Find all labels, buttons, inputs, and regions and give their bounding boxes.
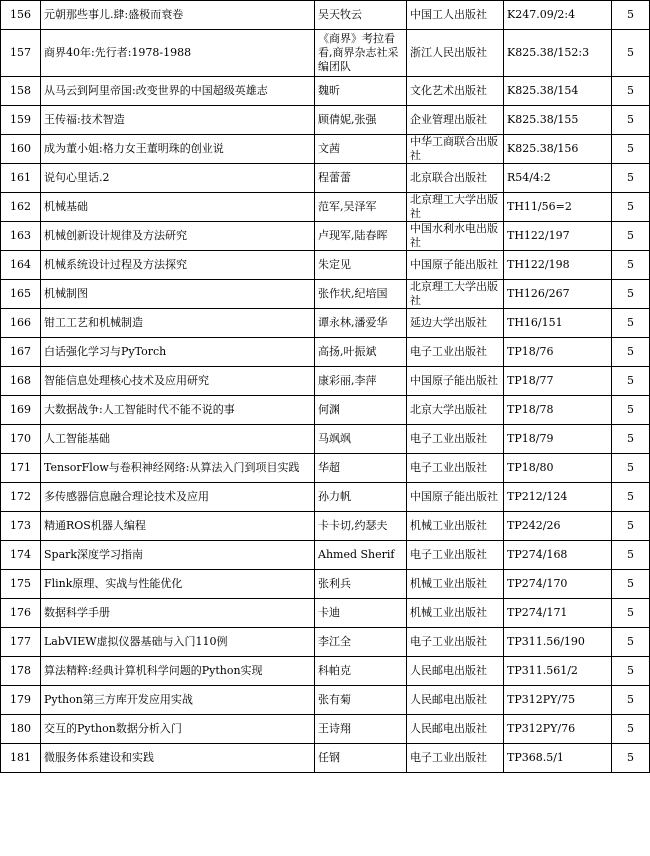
row-number: 171 [1,454,41,483]
row-number: 172 [1,483,41,512]
book-title: Spark深度学习指南 [41,541,315,570]
row-number: 160 [1,135,41,164]
book-publisher: 电子工业出版社 [407,541,504,570]
book-title: LabVIEW虚拟仪器基础与入门110例 [41,628,315,657]
row-number: 179 [1,686,41,715]
copy-count: 5 [612,570,650,599]
book-publisher: 机械工业出版社 [407,512,504,541]
table-row [1,454,650,483]
book-title: 机械制图 [41,280,315,309]
book-title: 多传感器信息融合理论技术及应用 [41,483,315,512]
call-number: K825.38/155 [504,106,612,135]
copy-count: 5 [612,280,650,309]
book-title: 元朝那些事儿.肆:盛极而衰卷 [41,1,315,30]
table-row [1,396,650,425]
book-publisher: 北京大学出版社 [407,396,504,425]
row-number: 164 [1,251,41,280]
book-author: 吴天牧云 [315,1,407,30]
book-author: 张有菊 [315,686,407,715]
table-row [1,715,650,744]
table-row [1,367,650,396]
copy-count: 5 [612,686,650,715]
table-row [1,657,650,686]
table-row [1,106,650,135]
book-author: 张利兵 [315,570,407,599]
copy-count: 5 [612,251,650,280]
table-row [1,280,650,309]
book-publisher: 北京理工大学出版社 [407,280,504,309]
row-number: 181 [1,744,41,773]
book-publisher: 电子工业出版社 [407,628,504,657]
row-number: 167 [1,338,41,367]
row-number: 174 [1,541,41,570]
book-author: Ahmed Sherif [315,541,407,570]
book-title: 机械创新设计规律及方法研究 [41,222,315,251]
table-row [1,251,650,280]
row-number: 178 [1,657,41,686]
call-number: TH11/56=2 [504,193,612,222]
book-author: 卡迪 [315,599,407,628]
call-number: TH16/151 [504,309,612,338]
call-number: TP312PY/75 [504,686,612,715]
row-number: 175 [1,570,41,599]
call-number: TP274/168 [504,541,612,570]
call-number: K825.38/154 [504,77,612,106]
call-number: TP18/78 [504,396,612,425]
book-title: 智能信息处理核心技术及应用研究 [41,367,315,396]
book-author: 朱定见 [315,251,407,280]
copy-count: 5 [612,512,650,541]
copy-count: 5 [612,628,650,657]
row-number: 156 [1,1,41,30]
book-publisher: 电子工业出版社 [407,744,504,773]
call-number: TH126/267 [504,280,612,309]
call-number: TP312PY/76 [504,715,612,744]
book-title: 商界40年:先行者:1978-1988 [41,30,315,77]
book-title: 说句心里话.2 [41,164,315,193]
book-publisher: 人民邮电出版社 [407,715,504,744]
table-row [1,628,650,657]
book-author: 王诗翔 [315,715,407,744]
row-number: 158 [1,77,41,106]
book-title: Python第三方库开发应用实战 [41,686,315,715]
book-publisher: 电子工业出版社 [407,338,504,367]
call-number: TH122/198 [504,251,612,280]
book-title: 钳工工艺和机械制造 [41,309,315,338]
table-row [1,686,650,715]
row-number: 170 [1,425,41,454]
book-title: 数据科学手册 [41,599,315,628]
call-number: TP18/77 [504,367,612,396]
row-number: 166 [1,309,41,338]
book-author: 魏昕 [315,77,407,106]
table-row [1,425,650,454]
call-number: TP18/79 [504,425,612,454]
copy-count: 5 [612,715,650,744]
row-number: 173 [1,512,41,541]
book-title: 从马云到阿里帝国:改变世界的中国超级英雄志 [41,77,315,106]
copy-count: 5 [612,454,650,483]
call-number: R54/4:2 [504,164,612,193]
book-publisher: 北京联合出版社 [407,164,504,193]
call-number: TP368.5/1 [504,744,612,773]
book-publisher: 中华工商联合出版社 [407,135,504,164]
book-author: 文茜 [315,135,407,164]
book-publisher: 延边大学出版社 [407,309,504,338]
book-title: 精通ROS机器人编程 [41,512,315,541]
row-number: 176 [1,599,41,628]
table-row [1,570,650,599]
book-publisher: 机械工业出版社 [407,599,504,628]
table-row [1,483,650,512]
table-row [1,77,650,106]
table-row [1,599,650,628]
table-row [1,744,650,773]
book-publisher: 中国工人出版社 [407,1,504,30]
row-number: 180 [1,715,41,744]
book-title: 机械系统设计过程及方法探究 [41,251,315,280]
book-publisher: 机械工业出版社 [407,570,504,599]
row-number: 168 [1,367,41,396]
copy-count: 5 [612,396,650,425]
row-number: 159 [1,106,41,135]
book-author: 科帕克 [315,657,407,686]
book-author: 范军,吴泽军 [315,193,407,222]
table-row [1,309,650,338]
copy-count: 5 [612,135,650,164]
table-row [1,135,650,164]
row-number: 162 [1,193,41,222]
book-title: 白话强化学习与PyTorch [41,338,315,367]
call-number: K247.09/2:4 [504,1,612,30]
copy-count: 5 [612,193,650,222]
copy-count: 5 [612,483,650,512]
book-list-body [1,1,650,773]
table-row [1,193,650,222]
table-row [1,1,650,30]
book-author: 顾倩妮,张强 [315,106,407,135]
copy-count: 5 [612,309,650,338]
row-number: 169 [1,396,41,425]
book-author: 《商界》考拉看看,商界杂志社采编团队 [315,30,407,77]
copy-count: 5 [612,106,650,135]
book-publisher: 北京理工大学出版社 [407,193,504,222]
row-number: 165 [1,280,41,309]
copy-count: 5 [612,1,650,30]
book-author: 张作状,纪培国 [315,280,407,309]
book-publisher: 中国原子能出版社 [407,483,504,512]
book-author: 康彩丽,李萍 [315,367,407,396]
book-author: 任钢 [315,744,407,773]
book-title: 人工智能基础 [41,425,315,454]
table-row [1,512,650,541]
call-number: TP18/76 [504,338,612,367]
call-number: TP311.561/2 [504,657,612,686]
book-author: 马飒飒 [315,425,407,454]
book-author: 程蕾蕾 [315,164,407,193]
copy-count: 5 [612,222,650,251]
row-number: 157 [1,30,41,77]
book-title: 大数据战争:人工智能时代不能不说的事 [41,396,315,425]
row-number: 177 [1,628,41,657]
call-number: K825.38/152:3 [504,30,612,77]
book-publisher: 中国原子能出版社 [407,251,504,280]
book-title: 成为董小姐:格力女王董明珠的创业说 [41,135,315,164]
call-number: TP18/80 [504,454,612,483]
book-title: Flink原理、实战与性能优化 [41,570,315,599]
copy-count: 5 [612,599,650,628]
book-title: 王传福:技术智造 [41,106,315,135]
call-number: TP212/124 [504,483,612,512]
book-title: 算法精粹:经典计算机科学问题的Python实现 [41,657,315,686]
book-publisher: 文化艺术出版社 [407,77,504,106]
table-row [1,30,650,77]
copy-count: 5 [612,77,650,106]
call-number: TH122/197 [504,222,612,251]
book-publisher: 企业管理出版社 [407,106,504,135]
book-author: 李江全 [315,628,407,657]
book-publisher: 中国水利水电出版社 [407,222,504,251]
copy-count: 5 [612,30,650,77]
table-row [1,164,650,193]
copy-count: 5 [612,164,650,193]
book-publisher: 人民邮电出版社 [407,657,504,686]
book-title: 机械基础 [41,193,315,222]
book-author: 谭永林,潘爱华 [315,309,407,338]
row-number: 161 [1,164,41,193]
book-title: TensorFlow与卷积神经网络:从算法入门到项目实践 [41,454,315,483]
call-number: TP274/170 [504,570,612,599]
book-publisher: 电子工业出版社 [407,454,504,483]
book-author: 何渊 [315,396,407,425]
book-author: 卢现军,陆春晖 [315,222,407,251]
book-publisher: 电子工业出版社 [407,425,504,454]
copy-count: 5 [612,541,650,570]
book-title: 微服务体系建设和实践 [41,744,315,773]
book-title: 交互的Python数据分析入门 [41,715,315,744]
book-author: 卡卡切,约瑟夫 [315,512,407,541]
call-number: TP274/171 [504,599,612,628]
call-number: K825.38/156 [504,135,612,164]
book-publisher: 中国原子能出版社 [407,367,504,396]
copy-count: 5 [612,338,650,367]
table-row [1,338,650,367]
copy-count: 5 [612,657,650,686]
call-number: TP311.56/190 [504,628,612,657]
book-author: 孙力帆 [315,483,407,512]
call-number: TP242/26 [504,512,612,541]
book-publisher: 人民邮电出版社 [407,686,504,715]
book-publisher: 浙江人民出版社 [407,30,504,77]
copy-count: 5 [612,744,650,773]
table-row [1,541,650,570]
book-author: 华超 [315,454,407,483]
row-number: 163 [1,222,41,251]
book-author: 高扬,叶振斌 [315,338,407,367]
table-row [1,222,650,251]
copy-count: 5 [612,425,650,454]
copy-count: 5 [612,367,650,396]
